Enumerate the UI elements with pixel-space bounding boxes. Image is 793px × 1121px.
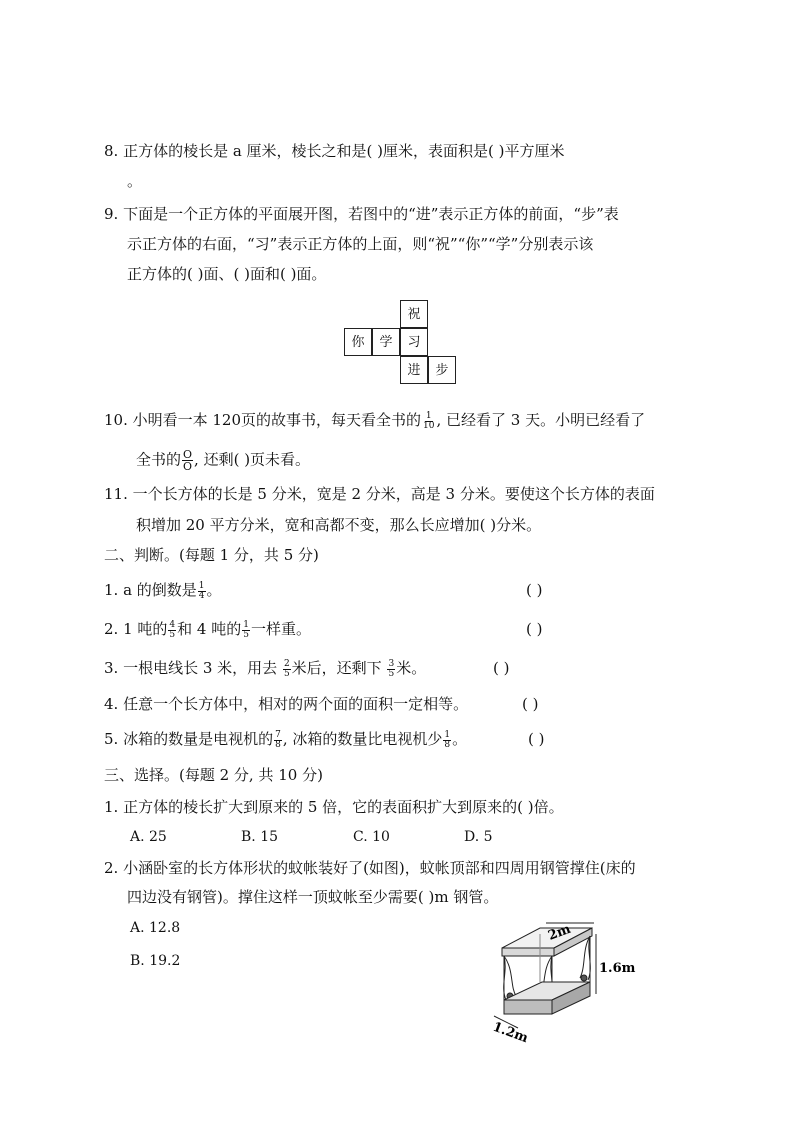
q10-text-c: 全书的 bbox=[136, 450, 182, 469]
q10-text-a: 10. 小明看一本 120页的故事书，每天看全书的 bbox=[104, 411, 422, 429]
item-text: 2. 1 吨的 bbox=[104, 620, 168, 638]
curtain bbox=[580, 936, 590, 980]
fraction bbox=[387, 660, 395, 679]
item-text: 和 4 吨的 bbox=[177, 620, 242, 638]
net-cell-xue: 学 bbox=[372, 328, 400, 356]
option-a[interactable]: A. 25 bbox=[130, 829, 167, 845]
fraction bbox=[443, 731, 451, 750]
section-3-title: 三、选择。(每题 2 分, 共 10 分) bbox=[104, 766, 323, 784]
question-8-line-2: 。 bbox=[127, 172, 143, 190]
width-label: 1.2m bbox=[490, 1019, 530, 1047]
question-11-line-1: 11. 一个长方体的长是 5 分米，宽是 2 分米，高是 3 分米。要使这个长方体的表面 bbox=[104, 485, 655, 503]
denominator: 8 bbox=[444, 739, 451, 750]
fraction bbox=[182, 449, 193, 472]
item-text: 一样重。 bbox=[250, 620, 311, 638]
option-a[interactable]: A. 12.8 bbox=[130, 920, 181, 936]
fraction bbox=[283, 660, 291, 679]
fraction bbox=[242, 621, 250, 640]
net-cell-zhu: 祝 bbox=[400, 300, 428, 328]
numerator: 1 bbox=[444, 729, 451, 740]
judge-item-1 bbox=[104, 580, 222, 601]
denominator: O bbox=[183, 460, 193, 473]
judge-item-5 bbox=[104, 729, 467, 750]
net-cell-xi: 习 bbox=[400, 328, 428, 356]
bow bbox=[581, 975, 587, 981]
item-text: , 冰箱的数量比电视机少 bbox=[282, 730, 443, 748]
option-b[interactable]: B. 19.2 bbox=[130, 953, 181, 969]
question-10-line-2 bbox=[136, 449, 310, 472]
question-9-line-3: 正方体的( )面、( )面和( )面。 bbox=[127, 265, 327, 283]
numerator: 7 bbox=[275, 729, 281, 740]
numerator: O bbox=[183, 448, 193, 461]
q10-text-d: , 还剩( )页未看。 bbox=[194, 450, 311, 469]
answer-paren[interactable]: ( ) bbox=[526, 581, 543, 599]
denominator: 5 bbox=[388, 668, 395, 679]
item-text: 米后，还剩下 bbox=[291, 659, 387, 677]
choice-question-1: 1. 正方体的棱长扩大到原来的 5 倍，它的表面积扩大到原来的( )倍。 bbox=[104, 798, 564, 816]
judge-item-3 bbox=[104, 658, 426, 679]
item-text: 米。 bbox=[396, 659, 427, 677]
item-text: 。 bbox=[452, 730, 468, 748]
height-label: 1.6m bbox=[599, 961, 636, 976]
mosquito-net-figure bbox=[488, 920, 636, 1047]
question-9-line-1: 9. 下面是一个正方体的平面展开图，若图中的“进”表示正方体的前面，“步”表 bbox=[104, 205, 619, 223]
item-text: 。 bbox=[206, 581, 222, 599]
denominator: 8 bbox=[275, 739, 281, 750]
numerator: 4 bbox=[169, 619, 176, 630]
judge-item-2 bbox=[104, 619, 311, 640]
answer-paren[interactable]: ( ) bbox=[493, 659, 510, 677]
choice-question-2-line-1: 2. 小涵卧室的长方体形状的蚊帐装好了(如图)，蚊帐顶部和四周用钢管撑住(床的 bbox=[104, 859, 636, 877]
question-9-line-2: 示正方体的右面，“习”表示正方体的上面，则“祝”“你”“学”分别表示该 bbox=[127, 235, 594, 253]
net-cell-ni: 你 bbox=[344, 328, 372, 356]
item-text: 1. a 的倒数是 bbox=[104, 581, 197, 599]
choice-question-2-line-2: 四边没有钢管)。撑住这样一顶蚊帐至少需要( )m 钢管。 bbox=[127, 888, 499, 906]
option-b[interactable]: B. 15 bbox=[241, 829, 279, 845]
denominator: 5 bbox=[283, 668, 290, 679]
item-text: 3. 一根电线长 3 米，用去 bbox=[104, 659, 282, 677]
canopy-front bbox=[502, 948, 554, 956]
answer-paren[interactable]: ( ) bbox=[526, 620, 543, 638]
question-8-line-1: 8. 正方体的棱长是 a 厘米，棱长之和是( )厘米，表面积是( )平方厘米 bbox=[104, 142, 565, 160]
item-text: 5. 冰箱的数量是电视机的 bbox=[104, 730, 274, 748]
denominator: 4 bbox=[198, 590, 205, 601]
question-10-line-1 bbox=[104, 410, 645, 431]
bed-front bbox=[504, 1000, 552, 1014]
judge-item-4 bbox=[104, 694, 468, 714]
numerator: 1 bbox=[425, 410, 432, 421]
net-cell-jin: 进 bbox=[400, 356, 428, 384]
answer-paren[interactable]: ( ) bbox=[522, 695, 539, 713]
section-2-title: 二、判断。(每题 1 分，共 5 分) bbox=[104, 546, 319, 564]
answer-paren[interactable]: ( ) bbox=[528, 730, 545, 748]
fraction bbox=[198, 582, 206, 601]
numerator: 1 bbox=[198, 580, 205, 591]
numerator: 3 bbox=[388, 658, 395, 669]
option-d[interactable]: D. 5 bbox=[464, 829, 493, 845]
denominator: 10 bbox=[423, 420, 435, 431]
fraction bbox=[168, 621, 176, 640]
item-text: 4. 任意一个长方体中，相对的两个面的面积一定相等。 bbox=[104, 695, 469, 713]
question-11-line-2: 积增加 20 平方分米，宽和高都不变，那么长应增加( )分米。 bbox=[136, 516, 542, 534]
fraction bbox=[422, 412, 435, 431]
option-c[interactable]: C. 10 bbox=[353, 829, 390, 845]
denominator: 5 bbox=[169, 629, 176, 640]
fraction bbox=[274, 731, 282, 750]
numerator: 2 bbox=[283, 658, 290, 669]
numerator: 1 bbox=[243, 619, 249, 630]
q10-text-b: , 已经看了 3 天。小明已经看了 bbox=[436, 411, 646, 429]
cube-net bbox=[344, 300, 459, 387]
length-label: 2m bbox=[546, 921, 573, 944]
net-cell-bu: 步 bbox=[428, 356, 456, 384]
denominator: 5 bbox=[243, 629, 249, 640]
